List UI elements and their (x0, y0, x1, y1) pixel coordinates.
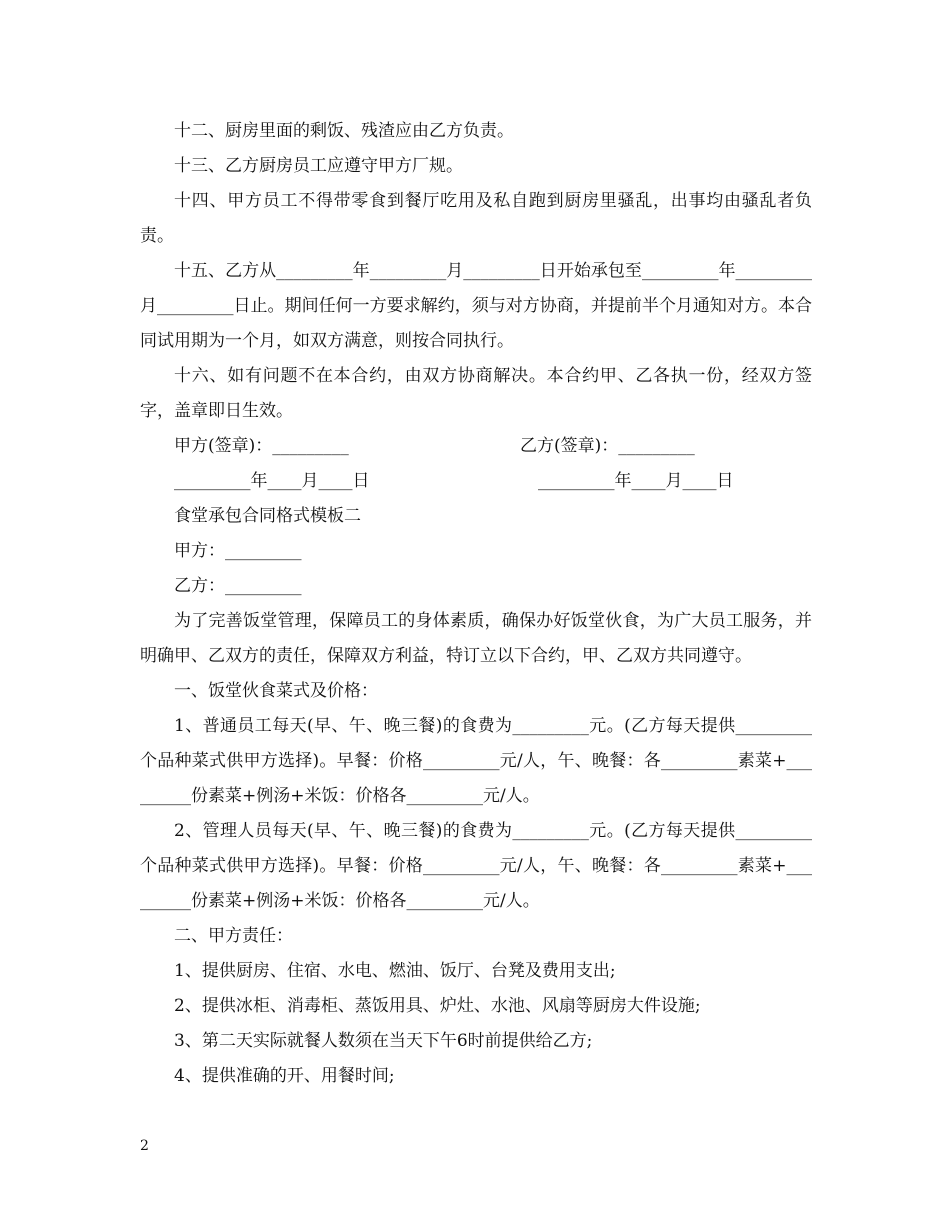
clause-16: 十六、如有问题不在本合约，由双方协商解决。本合约甲、乙各执一份，经双方签字，盖章即日生效。 (140, 366, 812, 421)
party-a-signature: 甲方(签章)：_________ (174, 436, 349, 456)
section-2-item-3: 3、第二天实际就餐人数须在当天下午6时前提供给乙方; (174, 1031, 593, 1051)
section-2-heading: 二、甲方责任： (174, 926, 293, 946)
section-1-item-1: 1、普通员工每天(早、午、晚三餐)的食费为_________元。(乙方每天提供_________个品种菜式供甲方选择)。早餐：价格_________元/人，午、晚餐：各_________素菜+_________份素菜+例汤+米饭：价格各_________元/人。 (140, 716, 812, 806)
section-1-heading: 一、饭堂伙食菜式及价格： (174, 681, 378, 701)
section-1-item-2: 2、管理人员每天(早、午、晚三餐)的食费为_________元。(乙方每天提供_________个品种菜式供甲方选择)。早餐：价格_________元/人，午、晚餐：各_________素菜+_________份素菜+例汤+米饭：价格各_________元/人。 (140, 821, 812, 911)
clause-13: 十三、乙方厨房员工应遵守甲方厂规。 (174, 156, 463, 176)
signature-date-row (140, 464, 812, 499)
clause-15: 十五、乙方从_________年_________月_________日开始承包至_________年_________月_________日止。期间任何一方要求解约，须与对方协商，并提前半个月通知对方。本合同试用期为一个月，如双方满意，则按合同执行。 (140, 261, 812, 351)
section-2-item-4: 4、提供准确的开、用餐时间; (174, 1066, 395, 1086)
page-number: 2 (140, 1138, 149, 1154)
template-two-party-b: 乙方：_________ (174, 576, 302, 596)
preamble: 为了完善饭堂管理，保障员工的身体素质，确保办好饭堂伙食，为广大员工服务，并明确甲、乙双方的责任，保障双方利益，特订立以下合约，甲、乙双方共同遵守。 (140, 611, 812, 666)
clause-14: 十四、甲方员工不得带零食到餐厅吃用及私自跑到厨房里骚乱，出事均由骚乱者负责。 (140, 191, 812, 246)
party-b-date: _________年____月____日 (538, 471, 734, 491)
section-2-item-2: 2、提供冰柜、消毒柜、蒸饭用具、炉灶、水池、风扇等厨房大件设施; (174, 996, 701, 1016)
template-two-title: 食堂承包合同格式模板二 (174, 506, 361, 526)
party-a-date: _________年____月____日 (174, 471, 370, 491)
clause-12: 十二、厨房里面的剩饭、残渣应由乙方负责。 (174, 121, 514, 141)
signature-row (140, 429, 812, 464)
template-two-party-a: 甲方：_________ (174, 541, 302, 561)
party-b-signature: 乙方(签章)：_________ (520, 436, 695, 456)
document-body (140, 114, 812, 1094)
section-2-item-1: 1、提供厨房、住宿、水电、燃油、饭厅、台凳及费用支出; (174, 961, 616, 981)
